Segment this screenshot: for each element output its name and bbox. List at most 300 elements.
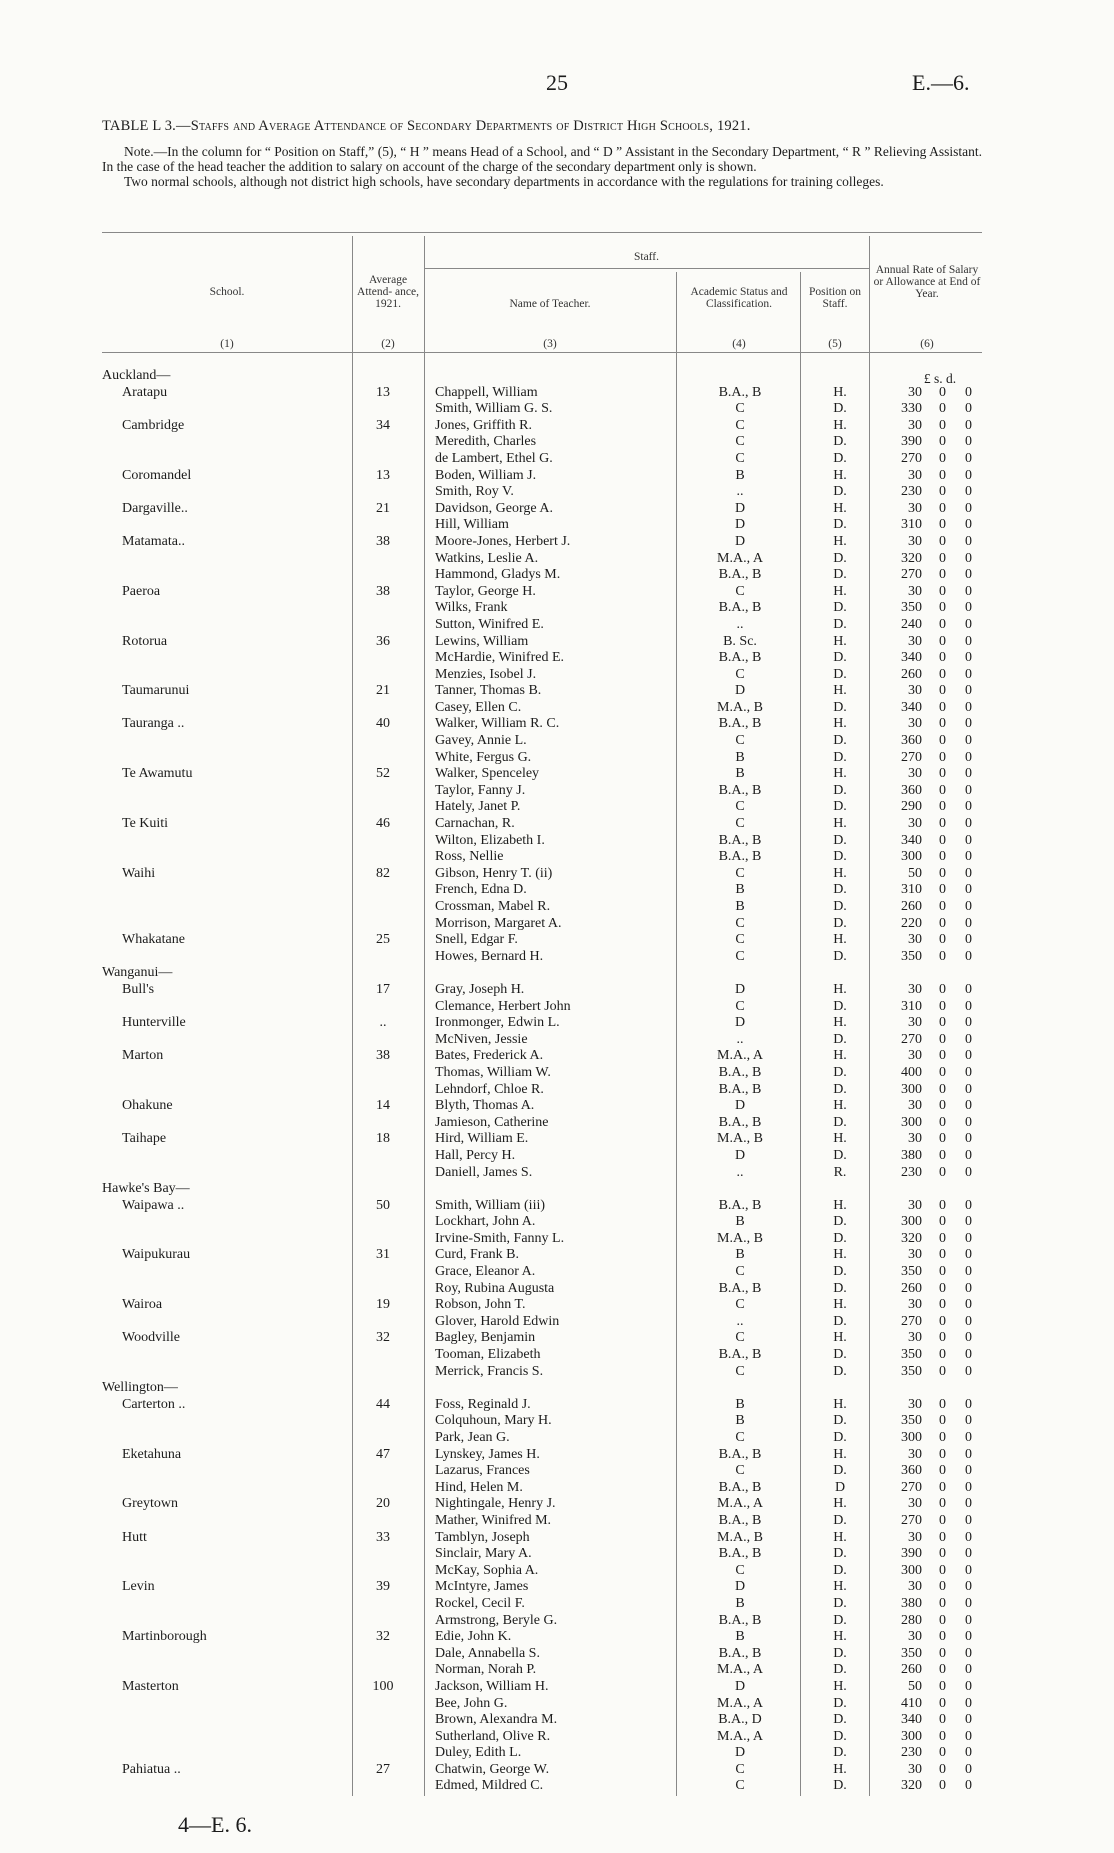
column-number: (5) [828, 338, 842, 350]
academic-status: C [735, 865, 745, 881]
table-row [0, 1646, 1114, 1663]
salary-pounds: 300 [901, 1562, 922, 1578]
salary-shillings: 0 [939, 915, 946, 931]
salary-shillings: 0 [939, 1695, 946, 1711]
teacher-name: Sutton, Winifred E. [435, 616, 544, 632]
teacher-name: Jamieson, Catherine [435, 1114, 549, 1130]
academic-status: C [735, 932, 745, 948]
teacher-name: Ironmonger, Edwin L. [435, 1015, 560, 1031]
salary-pounds: 350 [901, 1413, 922, 1429]
salary-pence: 0 [965, 1728, 972, 1744]
salary-pounds: 30 [908, 633, 922, 649]
academic-status: C [735, 733, 745, 749]
salary-shillings: 0 [939, 749, 946, 765]
position-on-staff: H. [833, 1761, 847, 1777]
salary-pence: 0 [965, 981, 972, 997]
salary-pounds: 270 [901, 1479, 922, 1495]
salary-pence: 0 [965, 434, 972, 450]
academic-status: B [735, 1214, 745, 1230]
salary-pounds: 270 [901, 1313, 922, 1329]
table-row [0, 1330, 1114, 1347]
academic-status: C [735, 1430, 745, 1445]
position-on-staff: D. [833, 1612, 847, 1628]
salary-shillings: 0 [939, 1164, 946, 1180]
academic-status: D [734, 1098, 746, 1114]
salary-shillings: 0 [939, 1529, 946, 1545]
salary-pence: 0 [965, 1645, 972, 1661]
academic-status: C [735, 1562, 745, 1578]
teacher-name: Daniell, James S. [435, 1164, 533, 1180]
academic-status: M.A., B [717, 1230, 763, 1246]
academic-status: C [735, 915, 745, 931]
table-row [0, 567, 1114, 584]
school-name: Te Kuiti [122, 816, 169, 832]
teacher-name: Sinclair, Mary A. [435, 1546, 532, 1562]
position-on-staff: H. [833, 683, 847, 699]
teacher-name: Lockhart, John A. [435, 1214, 536, 1230]
salary-pence: 0 [965, 666, 972, 682]
salary-pence: 0 [965, 1147, 972, 1163]
table-row [0, 418, 1114, 435]
salary-pounds: 380 [901, 1147, 922, 1163]
salary-shillings: 0 [939, 633, 946, 649]
position-on-staff: D. [833, 1512, 847, 1528]
position-on-staff: D. [833, 1031, 847, 1047]
salary-pounds: 30 [908, 766, 922, 782]
salary-pence: 0 [965, 650, 972, 666]
academic-status: C [735, 1778, 745, 1794]
salary-pounds: 340 [901, 650, 922, 666]
table-note [102, 144, 982, 189]
teacher-name: Brown, Alexandra M. [435, 1712, 558, 1728]
academic-status: B.A., B [718, 782, 762, 798]
table-row [0, 1065, 1114, 1082]
position-on-staff: D. [833, 998, 847, 1014]
table-row [0, 750, 1114, 767]
table-row [0, 1148, 1114, 1165]
teacher-name: Chappell, William [435, 384, 538, 400]
position-on-staff: D. [833, 782, 847, 798]
academic-status: D [734, 533, 746, 549]
table-row [0, 833, 1114, 850]
salary-pounds: 260 [901, 899, 922, 914]
position-on-staff: D [834, 1479, 846, 1495]
average-attendance: 50 [376, 1197, 390, 1213]
position-on-staff: D. [833, 1778, 847, 1794]
table-row [0, 1679, 1114, 1696]
table-row [0, 1613, 1114, 1630]
position-on-staff: D. [833, 1430, 847, 1445]
salary-pounds: 30 [908, 1496, 922, 1512]
school-name: Marton [122, 1048, 164, 1064]
academic-status: C [735, 1463, 745, 1479]
salary-pounds: 300 [901, 1081, 922, 1097]
position-on-staff: D. [833, 1214, 847, 1230]
teacher-name: McNiven, Jessie [435, 1031, 528, 1047]
salary-pounds: 320 [901, 1230, 922, 1246]
salary-pounds: 260 [901, 666, 922, 682]
table-row [0, 584, 1114, 601]
table-row [0, 1563, 1114, 1580]
academic-status: B.A., D [718, 1712, 762, 1728]
school-name: Martinborough [122, 1629, 207, 1645]
academic-status: C [735, 1363, 745, 1379]
academic-status: B.A., B [718, 1612, 762, 1628]
salary-shillings: 0 [939, 1214, 946, 1230]
average-attendance: 40 [376, 716, 390, 732]
academic-status: D [734, 1678, 746, 1694]
table-row [0, 1413, 1114, 1430]
salary-shillings: 0 [939, 567, 946, 583]
table-row [0, 551, 1114, 568]
teacher-name: Ross, Nellie [435, 849, 504, 865]
position-on-staff: D. [833, 1645, 847, 1661]
table-row [0, 1165, 1114, 1182]
position-on-staff: H. [833, 1579, 847, 1595]
average-attendance: 38 [376, 583, 390, 599]
district-name: Wanganui— [102, 965, 173, 981]
column-number: (2) [381, 338, 395, 350]
salary-pounds: 350 [901, 1347, 922, 1363]
academic-status: B [735, 1413, 745, 1429]
table-row [0, 617, 1114, 634]
column-number: (3) [543, 338, 557, 350]
teacher-name: Smith, William (iii) [435, 1197, 546, 1213]
teacher-name: Casey, Ellen C. [435, 699, 522, 715]
academic-status: B.A., B [718, 384, 762, 400]
salary-shillings: 0 [939, 1197, 946, 1213]
salary-pence: 0 [965, 699, 972, 715]
academic-status: B.A., B [718, 1546, 762, 1562]
position-on-staff: D. [833, 1064, 847, 1080]
school-name: Wairoa [122, 1297, 163, 1313]
salary-pence: 0 [965, 533, 972, 549]
table-row [0, 1281, 1114, 1298]
academic-status: B [735, 1396, 745, 1412]
table-row [0, 1662, 1114, 1679]
table-row [0, 700, 1114, 717]
table-row [0, 1463, 1114, 1480]
position-on-staff: D. [833, 1264, 847, 1280]
salary-pence: 0 [965, 1363, 972, 1379]
salary-shillings: 0 [939, 467, 946, 483]
salary-pence: 0 [965, 567, 972, 583]
school-name: Dargaville.. [122, 500, 188, 516]
table-row [0, 733, 1114, 750]
academic-status: .. [736, 484, 744, 500]
school-name: Rotorua [122, 633, 168, 649]
salary-shillings: 0 [939, 998, 946, 1014]
teacher-name: Glover, Harold Edwin [435, 1313, 560, 1329]
salary-pence: 0 [965, 799, 972, 815]
academic-status: D [734, 683, 746, 699]
salary-pence: 0 [965, 1695, 972, 1711]
table-row [0, 783, 1114, 800]
position-on-staff: H. [833, 1048, 847, 1064]
table-row [0, 434, 1114, 451]
teacher-name: Boden, William J. [435, 467, 537, 483]
salary-shillings: 0 [939, 1048, 946, 1064]
academic-status: B.A., B [718, 716, 762, 732]
salary-shillings: 0 [939, 832, 946, 848]
salary-shillings: 0 [939, 766, 946, 782]
position-on-staff: H. [833, 1629, 847, 1645]
salary-pence: 0 [965, 816, 972, 832]
average-attendance: 34 [376, 417, 390, 433]
table-row [0, 468, 1114, 485]
position-on-staff: D. [833, 1413, 847, 1429]
position-on-staff: H. [833, 766, 847, 782]
district-row [0, 1181, 1114, 1198]
school-name: Hutt [122, 1529, 147, 1545]
salary-shillings: 0 [939, 1761, 946, 1777]
school-name: Bull's [122, 981, 155, 997]
salary-pence: 0 [965, 899, 972, 914]
position-on-staff: D. [833, 1595, 847, 1611]
salary-pounds: 260 [901, 1662, 922, 1678]
salary-pounds: 30 [908, 1396, 922, 1412]
table-title-prefix: TABLE L 3.— [102, 118, 191, 134]
salary-pounds: 30 [908, 1098, 922, 1114]
school-name: Levin [122, 1579, 155, 1595]
average-attendance: 17 [376, 981, 390, 997]
salary-shillings: 0 [939, 500, 946, 516]
academic-status: C [735, 666, 745, 682]
teacher-name: Jones, Griffith R. [435, 417, 532, 433]
average-attendance: 44 [376, 1396, 390, 1412]
salary-pounds: 410 [901, 1695, 922, 1711]
teacher-name: Norman, Norah P. [435, 1662, 537, 1678]
school-name: Taumarunui [122, 683, 190, 699]
salary-shillings: 0 [939, 1031, 946, 1047]
salary-pounds: 310 [901, 517, 922, 533]
table-row [0, 1629, 1114, 1646]
position-on-staff: H. [833, 500, 847, 516]
position-on-staff: D. [833, 699, 847, 715]
table-row [0, 999, 1114, 1016]
teacher-name: Sutherland, Olive R. [435, 1728, 551, 1744]
salary-pounds: 350 [901, 1363, 922, 1379]
salary-pence: 0 [965, 1529, 972, 1545]
table-row [0, 1696, 1114, 1713]
academic-status: D [734, 500, 746, 516]
header-staff: Staff. [633, 251, 660, 263]
position-on-staff: D. [833, 567, 847, 583]
position-on-staff: H. [833, 981, 847, 997]
salary-shillings: 0 [939, 583, 946, 599]
salary-pounds: 30 [908, 816, 922, 832]
school-name: Woodville [122, 1330, 180, 1346]
teacher-name: Davidson, George A. [435, 500, 553, 516]
teacher-name: Chatwin, George W. [435, 1761, 550, 1777]
header-salary: Annual Rate of Salary or Allowance at End of Year. [873, 264, 981, 300]
salary-shillings: 0 [939, 1396, 946, 1412]
salary-shillings: 0 [939, 1313, 946, 1329]
position-on-staff: H. [833, 1131, 847, 1147]
average-attendance: 39 [376, 1579, 390, 1595]
table-row [0, 683, 1114, 700]
position-on-staff: H. [833, 1396, 847, 1412]
position-on-staff: D. [833, 401, 847, 417]
salary-pounds: 330 [901, 401, 922, 417]
salary-pence: 0 [965, 716, 972, 732]
district-row [0, 368, 1114, 385]
table-row [0, 650, 1114, 667]
salary-pounds: 30 [908, 500, 922, 516]
salary-pence: 0 [965, 1396, 972, 1412]
school-name: Hunterville [122, 1015, 186, 1031]
teacher-name: Wilton, Elizabeth I. [435, 832, 545, 848]
position-on-staff: D. [833, 550, 847, 566]
salary-pence: 0 [965, 384, 972, 400]
salary-pounds: 270 [901, 1031, 922, 1047]
salary-shillings: 0 [939, 616, 946, 632]
salary-shillings: 0 [939, 1114, 946, 1130]
academic-status: B.A., B [718, 1081, 762, 1097]
academic-status: C [735, 998, 745, 1014]
average-attendance: 13 [376, 384, 390, 400]
position-on-staff: D. [833, 849, 847, 865]
salary-pence: 0 [965, 849, 972, 865]
table-row [0, 1480, 1114, 1497]
academic-status: C [735, 799, 745, 815]
table-row [0, 1264, 1114, 1281]
salary-pounds: 230 [901, 484, 922, 500]
school-name: Coromandel [122, 467, 192, 483]
position-on-staff: D. [833, 948, 847, 964]
academic-status: M.A., A [717, 1662, 763, 1678]
academic-status: D [734, 517, 746, 533]
academic-status: C [735, 401, 745, 417]
table-row [0, 1048, 1114, 1065]
table-row [0, 1729, 1114, 1746]
salary-pounds: 270 [901, 1512, 922, 1528]
table-row [0, 849, 1114, 866]
note-paragraph: Two normal schools, although not district high schools, have secondary departments in accordance with the regulations for training colleges. [124, 174, 884, 189]
salary-shillings: 0 [939, 799, 946, 815]
district-name: Wellington— [102, 1380, 178, 1396]
academic-status: D [734, 1147, 746, 1163]
salary-shillings: 0 [939, 1247, 946, 1263]
salary-pounds: 390 [901, 434, 922, 450]
teacher-name: Mather, Winifred M. [435, 1512, 552, 1528]
table-row [0, 484, 1114, 501]
average-attendance: 21 [376, 683, 390, 699]
teacher-name: Hind, Helen M. [435, 1479, 523, 1495]
teacher-name: Robson, John T. [435, 1297, 526, 1313]
column-number: (1) [220, 338, 234, 350]
average-attendance: 82 [376, 865, 390, 881]
staff-rule [424, 268, 869, 269]
position-on-staff: H. [833, 467, 847, 483]
column-number: (4) [732, 338, 746, 350]
salary-pounds: 30 [908, 384, 922, 400]
teacher-name: Watkins, Leslie A. [435, 550, 539, 566]
salary-pounds: 260 [901, 1280, 922, 1296]
position-on-staff: D. [833, 650, 847, 666]
academic-status: M.A., A [717, 1048, 763, 1064]
salary-pounds: 30 [908, 1579, 922, 1595]
table-row [0, 385, 1114, 402]
salary-pence: 0 [965, 417, 972, 433]
salary-shillings: 0 [939, 417, 946, 433]
position-on-staff: D. [833, 666, 847, 682]
salary-shillings: 0 [939, 1678, 946, 1694]
salary-pence: 0 [965, 1463, 972, 1479]
staff-table-body [0, 368, 1114, 1795]
salary-pence: 0 [965, 782, 972, 798]
salary-shillings: 0 [939, 1347, 946, 1363]
position-on-staff: H. [833, 716, 847, 732]
academic-status: C [735, 434, 745, 450]
salary-pence: 0 [965, 733, 972, 749]
position-on-staff: D. [833, 1712, 847, 1728]
position-on-staff: D. [833, 733, 847, 749]
teacher-name: Hall, Percy H. [435, 1147, 516, 1163]
teacher-name: French, Edna D. [435, 882, 527, 898]
school-name: Tauranga .. [122, 716, 185, 732]
academic-status: B [735, 1247, 745, 1263]
salary-pence: 0 [965, 600, 972, 616]
academic-status: B.A., B [718, 1114, 762, 1130]
table-row [0, 1115, 1114, 1132]
average-attendance: 52 [376, 766, 390, 782]
average-attendance: 100 [372, 1678, 394, 1694]
teacher-name: Gavey, Annie L. [435, 733, 527, 749]
salary-shillings: 0 [939, 782, 946, 798]
teacher-name: Lynskey, James H. [435, 1446, 540, 1462]
table-row [0, 534, 1114, 551]
position-on-staff: D. [833, 1347, 847, 1363]
teacher-name: Moore-Jones, Herbert J. [435, 533, 571, 549]
table-row [0, 916, 1114, 933]
average-attendance: 13 [376, 467, 390, 483]
position-on-staff: H. [833, 633, 847, 649]
table-row [0, 1546, 1114, 1563]
table-row [0, 1098, 1114, 1115]
table-row [0, 401, 1114, 418]
table-row [0, 1247, 1114, 1264]
academic-status: M.A., A [717, 550, 763, 566]
table-row [0, 634, 1114, 651]
salary-pence: 0 [965, 1297, 972, 1313]
salary-pence: 0 [965, 517, 972, 533]
academic-status: B.A., B [718, 1197, 762, 1213]
salary-pounds: 30 [908, 981, 922, 997]
header-academic: Academic Status and Classification. [690, 286, 788, 310]
school-name: Waipukurau [122, 1247, 191, 1263]
salary-shillings: 0 [939, 1546, 946, 1562]
salary-shillings: 0 [939, 1595, 946, 1611]
table-row [0, 1364, 1114, 1381]
academic-status: M.A., B [717, 1529, 763, 1545]
salary-pence: 0 [965, 865, 972, 881]
teacher-name: Clemance, Herbert John [435, 998, 571, 1014]
table-row [0, 1131, 1114, 1148]
position-on-staff: H. [833, 1529, 847, 1545]
table-row [0, 1530, 1114, 1547]
salary-pence: 0 [965, 1330, 972, 1346]
salary-pence: 0 [965, 1197, 972, 1213]
salary-shillings: 0 [939, 1745, 946, 1761]
salary-pounds: 300 [901, 1728, 922, 1744]
teacher-name: Taylor, George H. [435, 583, 536, 599]
academic-status: B.A., B [718, 567, 762, 583]
teacher-name: Grace, Eleanor A. [435, 1264, 536, 1280]
salary-pounds: 30 [908, 1529, 922, 1545]
teacher-name: Jackson, William H. [435, 1678, 549, 1694]
school-name: Cambridge [122, 417, 185, 433]
